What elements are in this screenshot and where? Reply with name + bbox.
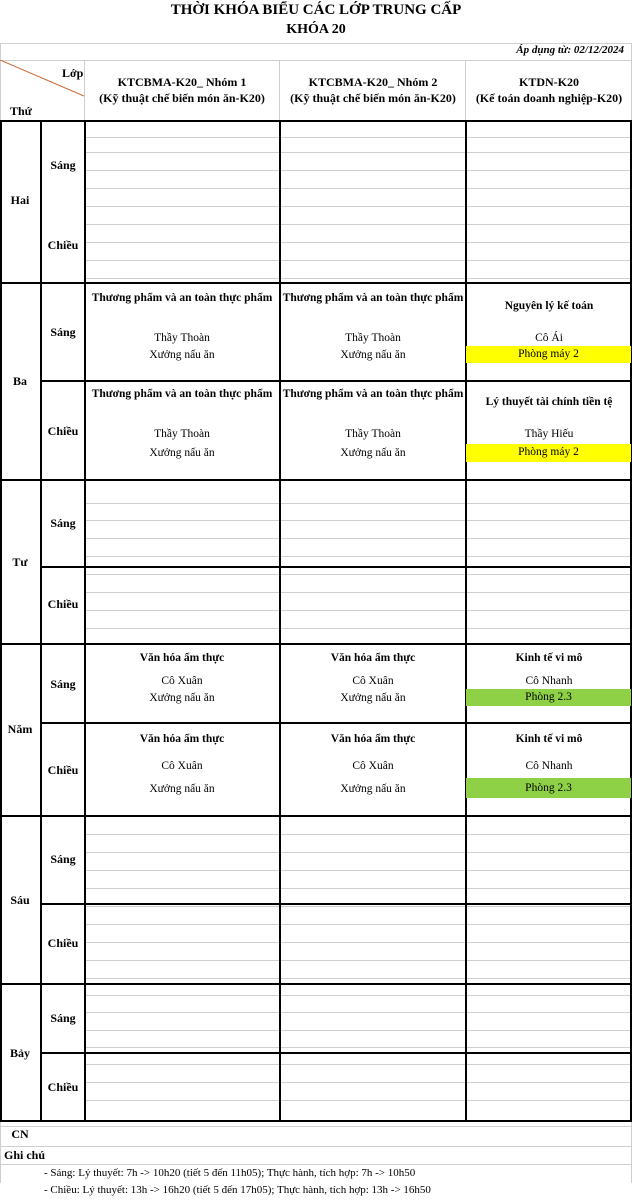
grid-line (84, 503, 632, 504)
grid-line (84, 538, 632, 539)
teacher-cell: Thầy Thoàn (345, 332, 401, 344)
grid-line (84, 260, 632, 261)
session-label-chieu: Chiều (47, 763, 79, 777)
grid-line (84, 520, 632, 521)
grid-line (0, 643, 42, 645)
room-cell: Xưởng nấu ăn (340, 349, 406, 361)
subject-cell: Thương phẩm và an toàn thực phẩm (91, 292, 273, 304)
column-header-1 (86, 74, 278, 106)
session-label-chieu: Chiều (47, 597, 79, 611)
grid-line (84, 592, 632, 593)
grid-line (0, 120, 42, 122)
grid-line (40, 643, 632, 645)
subject-cell: Nguyên lý kế toán (504, 300, 594, 312)
grid-line (40, 983, 632, 985)
column-code: KTCBMA-K20_ Nhóm 1 (117, 75, 247, 89)
grid-line (0, 282, 42, 284)
room-cell: Xưởng nấu ăn (340, 692, 406, 704)
grid-line (84, 888, 632, 889)
grid-line (84, 278, 632, 279)
grid-line (84, 978, 632, 979)
teacher-cell: Cô Xuân (161, 760, 203, 772)
day-label-bay: Bảy (9, 1046, 30, 1060)
grid-line (0, 1164, 632, 1165)
session-label-chieu: Chiều (47, 1080, 79, 1094)
grid-line (40, 120, 42, 1120)
room-cell: Xưởng nấu ăn (149, 692, 215, 704)
grid-line (84, 960, 632, 961)
subject-cell: Văn hóa ẩm thực (139, 733, 225, 745)
column-header-3 (466, 74, 632, 106)
grid-line (84, 152, 632, 153)
grid-line (40, 120, 632, 122)
grid-line (84, 610, 632, 611)
column-name: (Kỹ thuật chế biến món ăn-K20) (290, 91, 456, 105)
day-label-ba: Ba (12, 374, 27, 388)
session-label-sang: Sáng (50, 325, 76, 339)
session-label-chieu: Chiều (47, 238, 79, 252)
room-cell: Xưởng nấu ăn (149, 349, 215, 361)
grid-line (84, 852, 632, 853)
grid-line (465, 120, 467, 1120)
session-label-sang: Sáng (50, 677, 76, 691)
grid-line (84, 574, 632, 575)
session-label-sang: Sáng (50, 516, 76, 530)
grid-line (40, 282, 632, 284)
grid-line (40, 722, 632, 724)
day-label-cn: CN (11, 1127, 29, 1141)
teacher-cell: Cô Xuân (161, 675, 203, 687)
teacher-cell: Cô Ái (535, 332, 563, 344)
grid-line (40, 815, 632, 817)
grid-line (84, 1100, 632, 1101)
teacher-cell: Thầy Thoàn (154, 428, 210, 440)
column-code: KTDN-K20 (519, 75, 579, 89)
grid-line (84, 188, 632, 189)
grid-line (0, 479, 42, 481)
grid-line (84, 242, 632, 243)
session-label-sang: Sáng (50, 158, 76, 172)
page-title: THỜI KHÓA BIỂU CÁC LỚP TRUNG CẤP (170, 2, 462, 18)
grid-line (40, 479, 632, 481)
grid-line (84, 906, 632, 907)
room-cell-highlight: Phòng máy 2 (466, 444, 631, 462)
grid-line (0, 120, 2, 1120)
grid-line (84, 120, 86, 1120)
grid-line (84, 60, 85, 120)
teacher-cell: Thầy Thoàn (154, 332, 210, 344)
grid-line (279, 120, 281, 1120)
grid-line (84, 942, 632, 943)
teacher-cell: Thầy Hiếu (524, 428, 574, 440)
column-code: KTCBMA-K20_ Nhóm 2 (308, 75, 438, 89)
grid-line (84, 1064, 632, 1065)
grid-line (84, 628, 632, 629)
grid-line (40, 903, 632, 905)
grid-line (0, 815, 42, 817)
subject-cell: Thương phẩm và an toàn thực phẩm (282, 292, 464, 304)
grid-line (84, 1012, 632, 1013)
grid-line (84, 224, 632, 225)
subject-cell: Văn hóa ẩm thực (139, 652, 225, 664)
grid-line (84, 170, 632, 171)
grid-line (84, 137, 632, 138)
grid-line (84, 834, 632, 835)
column-name: (Kỹ thuật chế biến món ăn-K20) (99, 91, 265, 105)
room-cell-highlight: Phòng máy 2 (466, 346, 631, 363)
day-label-nam: Năm (7, 722, 33, 736)
subject-cell: Kinh tế vi mô (515, 652, 583, 664)
room-cell-highlight: Phòng 2.3 (466, 689, 631, 706)
grid-line (40, 566, 632, 568)
room-cell: Xưởng nấu ăn (149, 447, 215, 459)
grid-line (84, 1030, 632, 1031)
subject-cell: Văn hóa ẩm thực (330, 652, 416, 664)
class-label: Lớp (62, 66, 84, 80)
grid-line (84, 1082, 632, 1083)
grid-line (0, 43, 632, 44)
grid-line (0, 1146, 632, 1147)
page-subtitle: KHÓA 20 (286, 22, 346, 37)
subject-cell: Thương phẩm và an toàn thực phẩm (91, 388, 273, 400)
grid-line (0, 1120, 632, 1122)
day-label: Thứ (10, 104, 32, 118)
day-label-hai: Hai (10, 193, 30, 207)
room-cell: Xưởng nấu ăn (340, 783, 406, 795)
session-label-chieu: Chiều (47, 936, 79, 950)
grid-line (40, 1052, 632, 1054)
note-line: - Sáng: Lý thuyết: 7h -> 10h20 (tiết 5 đến 11h05); Thực hành, tích hợp: 7h -> 10h50 (44, 1167, 416, 1179)
teacher-cell: Cô Xuân (352, 760, 394, 772)
session-label-sang: Sáng (50, 1011, 76, 1025)
subject-cell: Kinh tế vi mô (515, 733, 583, 745)
grid-line (84, 206, 632, 207)
subject-cell: Lý thuyết tài chính tiền tệ (485, 396, 613, 408)
column-name: (Kế toán doanh nghiệp-K20) (475, 91, 623, 105)
grid-line (84, 1047, 632, 1048)
subject-cell: Thương phẩm và an toàn thực phẩm (282, 388, 464, 400)
teacher-cell: Cô Nhanh (525, 675, 573, 687)
session-label-sang: Sáng (50, 852, 76, 866)
note-line: - Chiều: Lý thuyết: 13h -> 16h20 (tiết 5 đến 17h05); Thực hành, tích hợp: 13h -> 16h50 (44, 1184, 431, 1196)
applied-date: Áp dụng từ: 02/12/2024 (516, 44, 624, 56)
grid-line (84, 924, 632, 925)
teacher-cell: Thầy Thoàn (345, 428, 401, 440)
session-label-chieu: Chiều (47, 424, 79, 438)
grid-line (84, 995, 632, 996)
grid-line (84, 556, 632, 557)
notes-title: Ghi chú (4, 1148, 46, 1162)
subject-cell: Văn hóa ẩm thực (330, 733, 416, 745)
day-label-sau: Sáu (10, 893, 30, 907)
column-header-2 (280, 74, 466, 106)
teacher-cell: Cô Xuân (352, 675, 394, 687)
room-cell: Xưởng nấu ăn (340, 447, 406, 459)
grid-line (0, 60, 632, 61)
room-cell-highlight: Phòng 2.3 (466, 778, 631, 798)
room-cell: Xưởng nấu ăn (149, 783, 215, 795)
teacher-cell: Cô Nhanh (525, 760, 573, 772)
grid-line (84, 870, 632, 871)
grid-line (0, 1126, 632, 1127)
grid-line (0, 983, 42, 985)
day-label-tu: Tư (12, 555, 28, 569)
grid-line (40, 380, 632, 382)
